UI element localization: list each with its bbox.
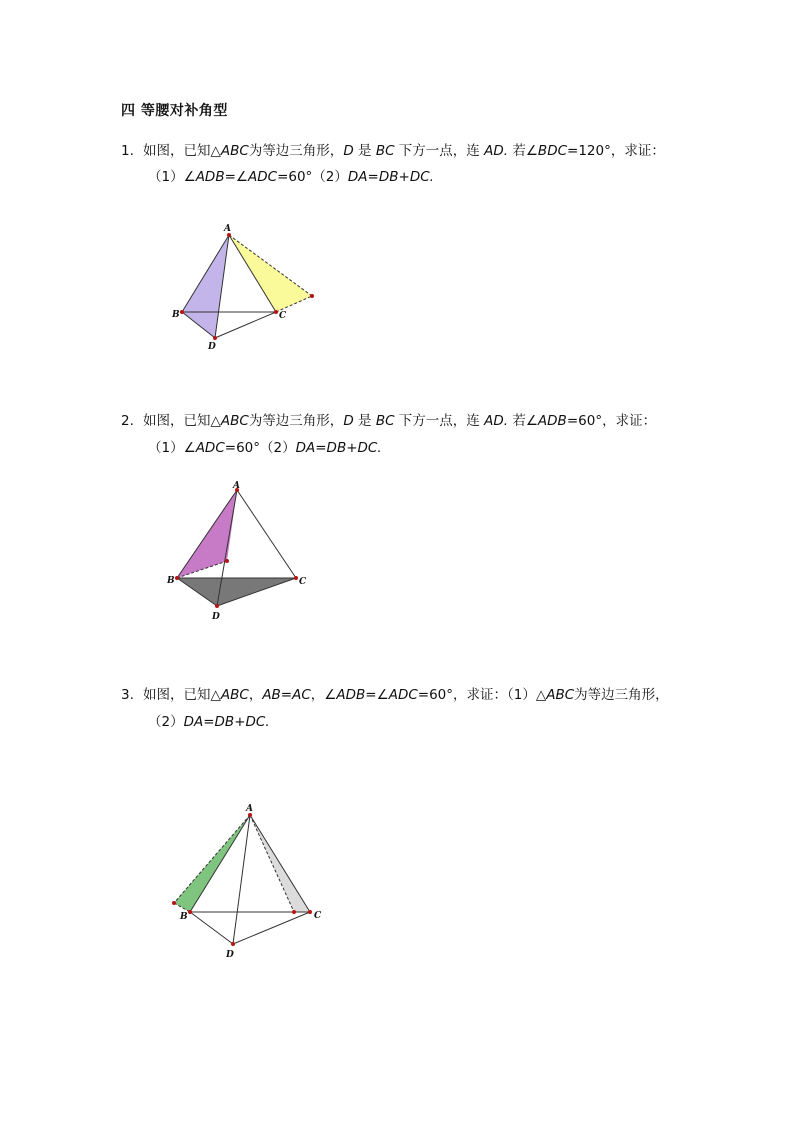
math: DA=DB+DC. [295, 440, 382, 456]
math: BC [375, 143, 395, 159]
text: 是 [353, 143, 376, 159]
math: BC [375, 413, 395, 429]
text: =60°（2） [224, 440, 296, 456]
text: 为等边三角形， [248, 413, 344, 429]
label-D: D [226, 950, 234, 960]
math: △ABC [535, 687, 575, 703]
label-A: A [224, 224, 231, 234]
math: AB=AC [262, 687, 311, 703]
text: =60°（2） [277, 169, 348, 185]
problem-number: 3. [121, 687, 134, 703]
math: △ABC [210, 413, 249, 429]
text: ， [310, 687, 325, 703]
math: ∠ADB [525, 413, 567, 429]
label-D: D [212, 612, 220, 622]
problem-number: 2. [121, 413, 134, 429]
text: 为等边三角形， [574, 687, 669, 703]
text: 如图，已知 [143, 687, 211, 703]
label-B: B [180, 912, 188, 922]
math: ∠ADB=∠ADC [183, 169, 278, 185]
label-C: C [314, 911, 322, 921]
math: D [343, 143, 354, 159]
math: AD. [484, 143, 509, 159]
label-C: C [279, 311, 287, 321]
text: （2） [148, 714, 184, 730]
text: 若 [508, 413, 526, 429]
text: （1） [148, 169, 184, 185]
text: ， [248, 687, 263, 703]
text: 是 [353, 413, 376, 429]
text: 如图，已知 [143, 413, 211, 429]
text: （1） [148, 440, 184, 456]
problem-number: 1. [121, 143, 134, 159]
text: 下方一点，连 [394, 413, 485, 429]
label-B: B [172, 310, 180, 320]
section-title: 四 等腰对补角型 [121, 103, 228, 119]
math: △ABC [210, 687, 249, 703]
text: =120°，求证： [567, 143, 665, 159]
label-D: D [208, 342, 216, 352]
text: 如图，已知 [143, 143, 211, 159]
label-A: A [233, 481, 240, 491]
text: 下方一点，连 [394, 143, 485, 159]
label-C: C [299, 577, 307, 587]
math: D [343, 413, 354, 429]
math: ∠ADC [183, 440, 225, 456]
math: DA=DB+DC. [347, 169, 434, 185]
text: 若 [508, 143, 526, 159]
math: DA=DB+DC. [183, 714, 270, 730]
math: △ABC [210, 143, 249, 159]
fig3-left-triangle [174, 815, 250, 912]
math: ∠BDC [525, 143, 568, 159]
text: 为等边三角形， [248, 143, 344, 159]
text: =60°，求证：（1） [417, 687, 536, 703]
label-B: B [167, 576, 175, 586]
text: =60°，求证： [566, 413, 657, 429]
math: ∠ADB=∠ADC [324, 687, 418, 703]
math: AD. [484, 413, 509, 429]
label-A: A [246, 804, 253, 814]
